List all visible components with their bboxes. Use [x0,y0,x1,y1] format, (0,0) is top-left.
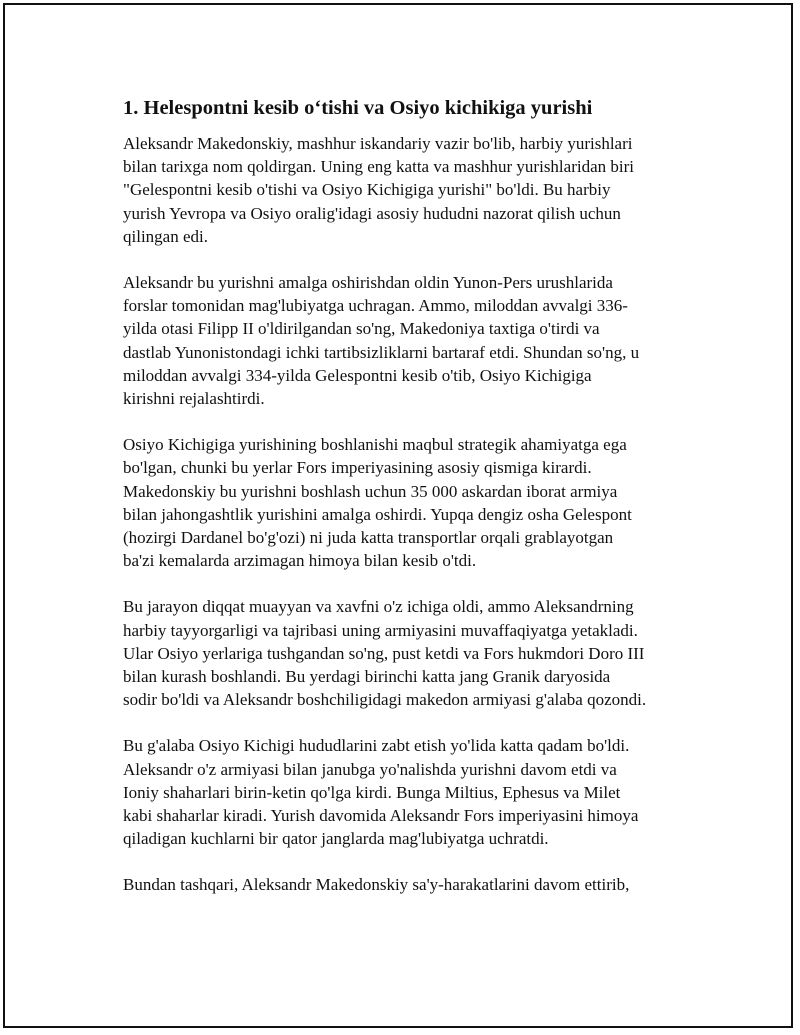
document-body [123,95,695,920]
paragraph-line: dastlab Yunonistondagi ichki tartibsizliklarni bartaraf etdi. Shundan so'ng, u [123,342,640,362]
paragraph [123,734,695,850]
paragraph-line: bilan tarixga nom qoldirgan. Uning eng katta va mashhur yurishlaridan biri [123,157,634,177]
paragraph-line: qiladigan kuchlarni bir qator janglarda mag'lubiyatga uchratdi. [123,829,549,849]
paragraph-line: Ioniy shaharlari birin-ketin qo'lga kirdi. Bunga Miltius, Ephesus va Milet [123,782,621,802]
paragraph-list [123,132,695,897]
paragraph [123,873,695,896]
paragraph [123,132,695,248]
paragraph-line: bilan kurash boshlandi. Bu yerdagi birinchi katta jang Granik daryosida [123,667,611,687]
paragraph-line: Aleksandr bu yurishni amalga oshirishdan oldin Yunon-Pers urushlarida [123,273,613,293]
paragraph-line: ba'zi kemalarda arzimagan himoya bilan kesib o'tdi. [123,551,477,571]
paragraph-line: bilan jahongashtlik yurishini amalga oshirdi. Yupqa dengiz osha Gelespont [123,504,632,524]
paragraph-line: Ular Osiyo yerlariga tushgandan so'ng, pust ketdi va Fors hukmdori Doro III [123,643,645,663]
paragraph-line: Makedonskiy bu yurishni boshlash uchun 35 000 askardan iborat armiya [123,481,618,501]
paragraph-line: yilda otasi Filipp II o'ldirilgandan so'ng, Makedoniya taxtiga o'tirdi va [123,319,600,339]
paragraph-line: qilingan edi. [123,226,208,246]
paragraph-line: (hozirgi Dardanel bo'g'ozi) ni juda katta transportlar orqali grablayotgan [123,528,614,548]
page-frame [3,3,793,1028]
paragraph-line: Osiyo Kichigiga yurishining boshlanishi maqbul strategik ahamiyatga ega [123,435,627,455]
paragraph-line: Aleksandr o'z armiyasi bilan janubga yo'nalishda yurishni davom etdi va [123,759,617,779]
paragraph [123,595,695,711]
paragraph-line: yurish Yevropa va Osiyo oralig'idagi asosiy hududni nazorat qilish uchun [123,203,621,223]
paragraph-line: "Gelespontni kesib o'tishi va Osiyo Kichigiga yurishi" bo'ldi. Bu harbiy [123,180,611,200]
paragraph-line: kabi shaharlar kiradi. Yurish davomida Aleksandr Fors imperiyasini himoya [123,806,639,826]
paragraph-line: sodir bo'ldi va Aleksandr boshchiligidagi makedon armiyasi g'alaba qozondi. [123,690,647,710]
paragraph-line: harbiy tayyorgarligi va tajribasi uning armiyasini muvaffaqiyatga yetakladi. [123,620,638,640]
paragraph-line: Bu jarayon diqqat muayyan va xavfni o'z ichiga oldi, ammo Aleksandrning [123,597,634,617]
document-title: 1. Helespontni kesib o‘tishi va Osiyo kichikiga yurishi [123,97,593,119]
paragraph [123,271,695,410]
paragraph-line: forslar tomonidan mag'lubiyatga uchragan. Ammo, miloddan avvalgi 336- [123,296,628,316]
paragraph-line: bo'lgan, chunki bu yerlar Fors imperiyasining asosiy qismiga kirardi. [123,458,592,478]
paragraph-line: Bundan tashqari, Aleksandr Makedonskiy sa'y-harakatlarini davom ettirib, [123,875,630,895]
paragraph-line: Aleksandr Makedonskiy, mashhur iskandariy vazir bo'lib, harbiy yurishlari [123,134,633,153]
paragraph-line: miloddan avvalgi 334-yilda Gelespontni kesib o'tib, Osiyo Kichigiga [123,365,592,385]
paragraph-line: kirishni rejalashtirdi. [123,389,265,409]
paragraph [123,433,695,572]
paragraph-line: Bu g'alaba Osiyo Kichigi hududlarini zabt etish yo'lida katta qadam bo'ldi. [123,736,630,756]
